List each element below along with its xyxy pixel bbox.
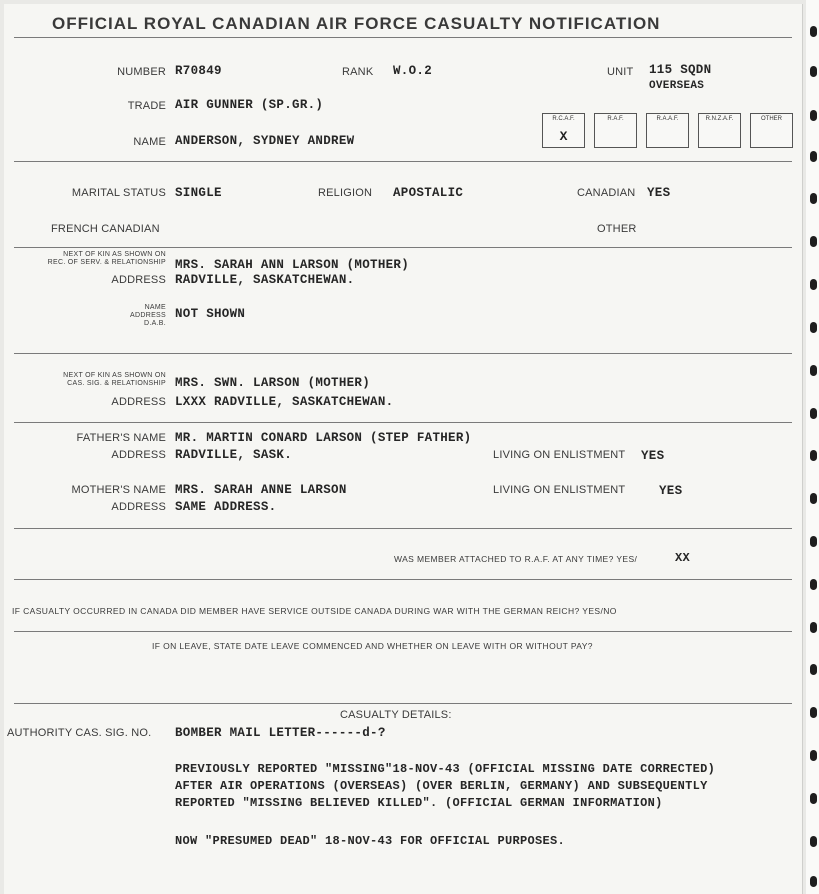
dab-label-1: NAME bbox=[144, 304, 166, 311]
punch-hole bbox=[810, 408, 817, 419]
service-box-raf bbox=[594, 113, 637, 148]
divider bbox=[14, 579, 792, 580]
punch-hole bbox=[810, 579, 817, 590]
dab-label-3: D.A.B. bbox=[143, 320, 166, 327]
rank-label: RANK bbox=[342, 66, 374, 78]
service-box-label: R.A.F. bbox=[607, 116, 624, 122]
punch-hole bbox=[810, 876, 817, 887]
service-box-raaf bbox=[646, 113, 689, 148]
punch-hole bbox=[810, 793, 817, 804]
details-line-1: PREVIOUSLY REPORTED "MISSING"18-NOV-43 (OFFICIAL MISSING DATE CORRECTED) bbox=[175, 762, 716, 776]
punch-hole bbox=[810, 236, 817, 247]
nok-cas-label-2: CAS. SIG. & RELATIONSHIP bbox=[67, 380, 166, 387]
dab-label-2: ADDRESS bbox=[130, 312, 166, 319]
service-box-label: R.N.Z.A.F. bbox=[705, 116, 734, 122]
marital-status-value: SINGLE bbox=[175, 186, 222, 200]
name-value: ANDERSON, SYDNEY ANDREW bbox=[175, 134, 355, 148]
punch-hole bbox=[810, 66, 817, 77]
service-box-label: OTHER bbox=[761, 116, 782, 122]
unit-label: UNIT bbox=[607, 66, 634, 78]
punch-hole bbox=[810, 322, 817, 333]
nok-service-address-value: RADVILLE, SASKATCHEWAN. bbox=[175, 273, 355, 287]
other-label: OTHER bbox=[597, 223, 637, 235]
punch-hole bbox=[810, 193, 817, 204]
attached-raf-question: WAS MEMBER ATTACHED TO R.A.F. AT ANY TIME? YES/ bbox=[394, 554, 638, 564]
nok-service-value: MRS. SARAH ANN LARSON (MOTHER) bbox=[175, 258, 410, 272]
punch-hole bbox=[810, 279, 817, 290]
casualty-details-heading: CASUALTY DETAILS: bbox=[340, 709, 452, 721]
fathers-name-value: MR. MARTIN CONARD LARSON (STEP FATHER) bbox=[175, 431, 472, 445]
punch-strip bbox=[806, 0, 819, 894]
casualty-form-sheet bbox=[4, 4, 802, 894]
nok-service-address-label: ADDRESS bbox=[111, 274, 166, 286]
mother-living-label: LIVING ON ENLISTMENT bbox=[493, 484, 626, 496]
nok-service-label-2: REC. OF SERV. & RELATIONSHIP bbox=[47, 259, 166, 266]
father-living-label: LIVING ON ENLISTMENT bbox=[493, 449, 626, 461]
attached-raf-answer: XX bbox=[675, 551, 691, 565]
punch-hole bbox=[810, 707, 817, 718]
service-box-label: R.C.A.F. bbox=[552, 116, 575, 122]
punch-hole bbox=[810, 151, 817, 162]
trade-value: AIR GUNNER (SP.GR.) bbox=[175, 98, 324, 112]
details-line-3: REPORTED "MISSING BELIEVED KILLED". (OFFICIAL GERMAN INFORMATION) bbox=[175, 796, 663, 810]
nok-cas-value: MRS. SWN. LARSON (MOTHER) bbox=[175, 376, 371, 390]
punch-hole bbox=[810, 750, 817, 761]
punch-hole bbox=[810, 26, 817, 37]
number-value: R70849 bbox=[175, 64, 222, 78]
punch-hole bbox=[810, 664, 817, 675]
authority-value: BOMBER MAIL LETTER------d-? bbox=[175, 726, 386, 740]
mothers-name-label: MOTHER'S NAME bbox=[71, 484, 166, 496]
on-leave-question: IF ON LEAVE, STATE DATE LEAVE COMMENCED AND WHETHER ON LEAVE WITH OR WITHOUT PAY? bbox=[152, 641, 593, 651]
father-address-label: ADDRESS bbox=[111, 449, 166, 461]
mother-address-label: ADDRESS bbox=[111, 501, 166, 513]
name-label: NAME bbox=[133, 136, 166, 148]
fathers-name-label: FATHER'S NAME bbox=[76, 432, 166, 444]
punch-hole bbox=[810, 365, 817, 376]
divider bbox=[14, 631, 792, 632]
divider bbox=[14, 422, 792, 423]
unit-value-1: 115 SQDN bbox=[649, 63, 712, 77]
canadian-label: CANADIAN bbox=[577, 187, 636, 199]
number-label: NUMBER bbox=[117, 66, 166, 78]
nok-service-label-1: NEXT OF KIN AS SHOWN ON bbox=[63, 251, 166, 258]
rank-value: W.O.2 bbox=[393, 64, 433, 78]
father-living-value: YES bbox=[641, 449, 665, 463]
service-box-rcaf bbox=[542, 113, 585, 148]
service-box-rnzaf bbox=[698, 113, 741, 148]
punch-hole bbox=[810, 836, 817, 847]
nok-cas-address-value: LXXX RADVILLE, SASKATCHEWAN. bbox=[175, 395, 394, 409]
divider bbox=[14, 161, 792, 162]
punch-hole bbox=[810, 536, 817, 547]
divider bbox=[14, 353, 792, 354]
trade-label: TRADE bbox=[127, 100, 166, 112]
dab-value: NOT SHOWN bbox=[175, 307, 246, 321]
service-box-other bbox=[750, 113, 793, 148]
divider bbox=[14, 247, 792, 248]
canadian-value: YES bbox=[647, 186, 671, 200]
divider bbox=[14, 703, 792, 704]
punch-hole bbox=[810, 110, 817, 121]
divider bbox=[14, 37, 792, 38]
casualty-canada-question: IF CASUALTY OCCURRED IN CANADA DID MEMBER HAVE SERVICE OUTSIDE CANADA DURING WAR WITH THE GERMAN REICH? YES/NO bbox=[12, 606, 617, 616]
punch-hole bbox=[810, 622, 817, 633]
father-address-value: RADVILLE, SASK. bbox=[175, 448, 293, 462]
religion-value: APOSTALIC bbox=[393, 186, 464, 200]
authority-label: AUTHORITY CAS. SIG. NO. bbox=[7, 727, 152, 739]
service-box-mark: X bbox=[559, 129, 568, 144]
divider bbox=[14, 528, 792, 529]
punch-hole bbox=[810, 450, 817, 461]
mother-address-value: SAME ADDRESS. bbox=[175, 500, 277, 514]
details-line-4: NOW "PRESUMED DEAD" 18-NOV-43 FOR OFFICIAL PURPOSES. bbox=[175, 834, 566, 848]
form-title: OFFICIAL ROYAL CANADIAN AIR FORCE CASUALTY NOTIFICATION bbox=[52, 14, 661, 33]
details-line-2: AFTER AIR OPERATIONS (OVERSEAS) (OVER BERLIN, GERMANY) AND SUBSEQUENTLY bbox=[175, 779, 708, 793]
nok-cas-address-label: ADDRESS bbox=[111, 396, 166, 408]
religion-label: RELIGION bbox=[318, 187, 373, 199]
service-box-label: R.A.A.F. bbox=[656, 116, 679, 122]
unit-value-2: OVERSEAS bbox=[649, 80, 705, 92]
nok-cas-label-1: NEXT OF KIN AS SHOWN ON bbox=[63, 372, 166, 379]
marital-status-label: MARITAL STATUS bbox=[71, 187, 166, 199]
french-canadian-label: FRENCH CANADIAN bbox=[51, 223, 160, 235]
mother-living-value: YES bbox=[659, 484, 683, 498]
mothers-name-value: MRS. SARAH ANNE LARSON bbox=[175, 483, 347, 497]
punch-hole bbox=[810, 493, 817, 504]
